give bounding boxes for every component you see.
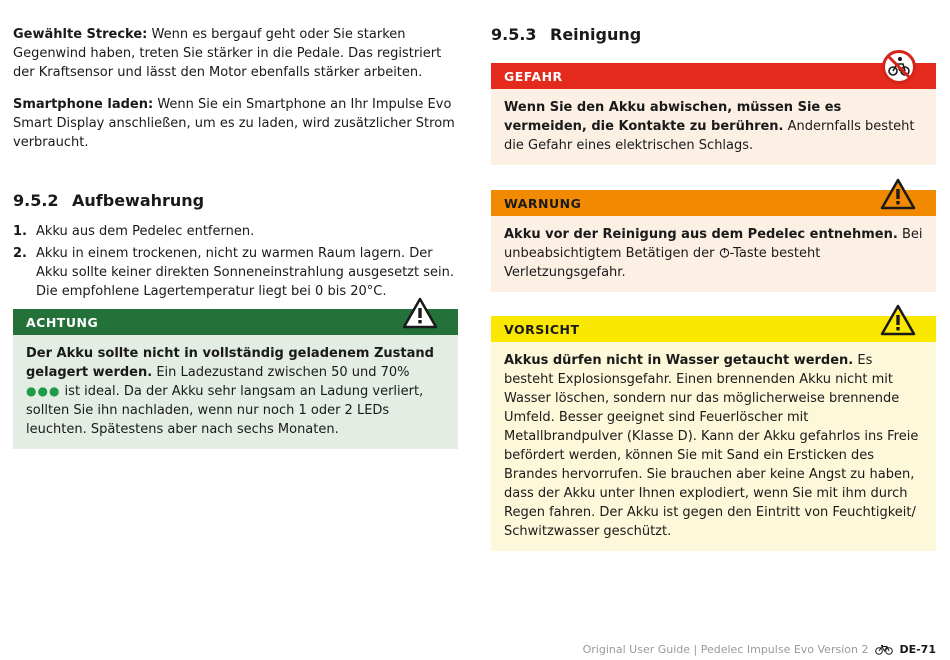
notice-body: [491, 216, 936, 292]
notice-body: [13, 335, 458, 449]
footer-text: Original User Guide | Pedelec Impulse Evo Version 2: [582, 643, 869, 656]
section-title: Reinigung: [550, 25, 642, 44]
bicycle-icon: [875, 644, 893, 655]
notice-body: [491, 89, 936, 165]
step-number: 1.: [13, 224, 27, 239]
notice-header: GEFAHR: [491, 63, 936, 89]
right-column: [491, 25, 936, 551]
notice-text: ist ideal. Da der Akku sehr langsam an Ladung verliert, sollten Sie ihn nachladen, wenn nur noch 1 oder 2 LEDs leuchten. Spätestens aber nach sechs Monaten.: [26, 384, 424, 437]
paragraph-text: Wenn es bergauf geht oder Sie starken Gegenwind haben, treten Sie stärker in die Pedale. Das registriert der Kraftsensor und lässt den Motor ebenfalls stärker arbeiten.: [13, 27, 442, 80]
step-text: Akku in einem trockenen, nicht zu warmen Raum lagern. Der Akku sollte keiner direkten Sonneneinstrahlung ausgesetzt sein. Die empfohlene Lagertemperatur liegt bei 0 bis 20°C.: [36, 246, 454, 299]
notice-box-gefahr: [491, 63, 936, 165]
list-item: [13, 222, 458, 241]
section-number: 9.5.2: [13, 191, 59, 210]
notice-box-warnung: [491, 190, 936, 292]
warning-triangle-icon: [880, 304, 916, 336]
paragraph-label: Smartphone laden:: [13, 97, 154, 112]
section-heading-storage: [13, 191, 458, 210]
notice-emphasis: Akku vor der Reinigung aus dem Pedelec entnehmen.: [504, 227, 898, 242]
section-title: Aufbewahrung: [72, 191, 205, 210]
paragraph-selected-route: [13, 25, 458, 82]
notice-header: WARNUNG: [491, 190, 936, 216]
paragraph-label: Gewählte Strecke:: [13, 27, 148, 42]
warning-triangle-icon: [402, 297, 438, 329]
notice-text: Bei unbeabsichtigtem Betätigen der: [504, 227, 923, 261]
paragraph-text: Wenn Sie ein Smartphone an Ihr Impulse Evo Smart Display anschließen, um es zu laden, wird zusätzlicher Strom verbraucht.: [13, 97, 455, 150]
notice-emphasis: Der Akku sollte nicht in vollständig geladenem Zustand gelagert werden.: [26, 346, 434, 380]
notice-text: Andernfalls besteht die Gefahr eines elektrischen Schlags.: [504, 119, 915, 153]
notice-text: Es besteht Explosionsgefahr. Einen brennenden Akku nicht mit Wasser löschen, sondern nur das möglicherweise brennende Umfeld. Besser geeignet sind Feuerlöscher mit Metallbrandpulver (Klasse D). Kann der Akku gefahrlos ins Freie befördert werden, können Sie mit Sand ein Ersticken des Brandes hervorrufen. Sie brauchen aber keine Angst zu haben, dass der Akku unter Ihnen explodiert, wenn Sie mit ihm durch Regen fahren. Der Akku ist gegen den Eintritt von Feuchtigkeit/ Schwitzwasser geschützt.: [504, 353, 919, 539]
section-heading-cleaning: [491, 25, 936, 44]
notice-box-vorsicht: [491, 316, 936, 551]
page-footer: [583, 643, 936, 656]
notice-text: -Taste besteht Verletzungsgefahr.: [504, 246, 821, 280]
led-indicator-dots: ●●●: [26, 384, 61, 398]
notice-body: [491, 342, 936, 551]
storage-steps-list: [13, 222, 458, 301]
notice-emphasis: Wenn Sie den Akku abwischen, müssen Sie es vermeiden, die Kontakte zu berühren.: [504, 100, 842, 134]
list-item: [13, 244, 458, 301]
left-column: [13, 25, 458, 449]
step-text: Akku aus dem Pedelec entfernen.: [36, 224, 255, 239]
warning-triangle-icon: [880, 178, 916, 210]
paragraph-smartphone-charging: [13, 95, 458, 152]
notice-box-achtung: [13, 309, 458, 449]
step-number: 2.: [13, 246, 27, 261]
notice-text: Ein Ladezustand zwischen 50 und 70%: [152, 365, 410, 380]
notice-header: VORSICHT: [491, 316, 936, 342]
notice-header: ACHTUNG: [13, 309, 458, 335]
notice-emphasis: Akkus dürfen nicht in Wasser getaucht werden.: [504, 353, 854, 368]
page-number: DE-71: [899, 643, 936, 656]
power-button-icon: [719, 247, 730, 258]
no-cycling-prohibition-icon: [882, 50, 916, 84]
section-number: 9.5.3: [491, 25, 537, 44]
